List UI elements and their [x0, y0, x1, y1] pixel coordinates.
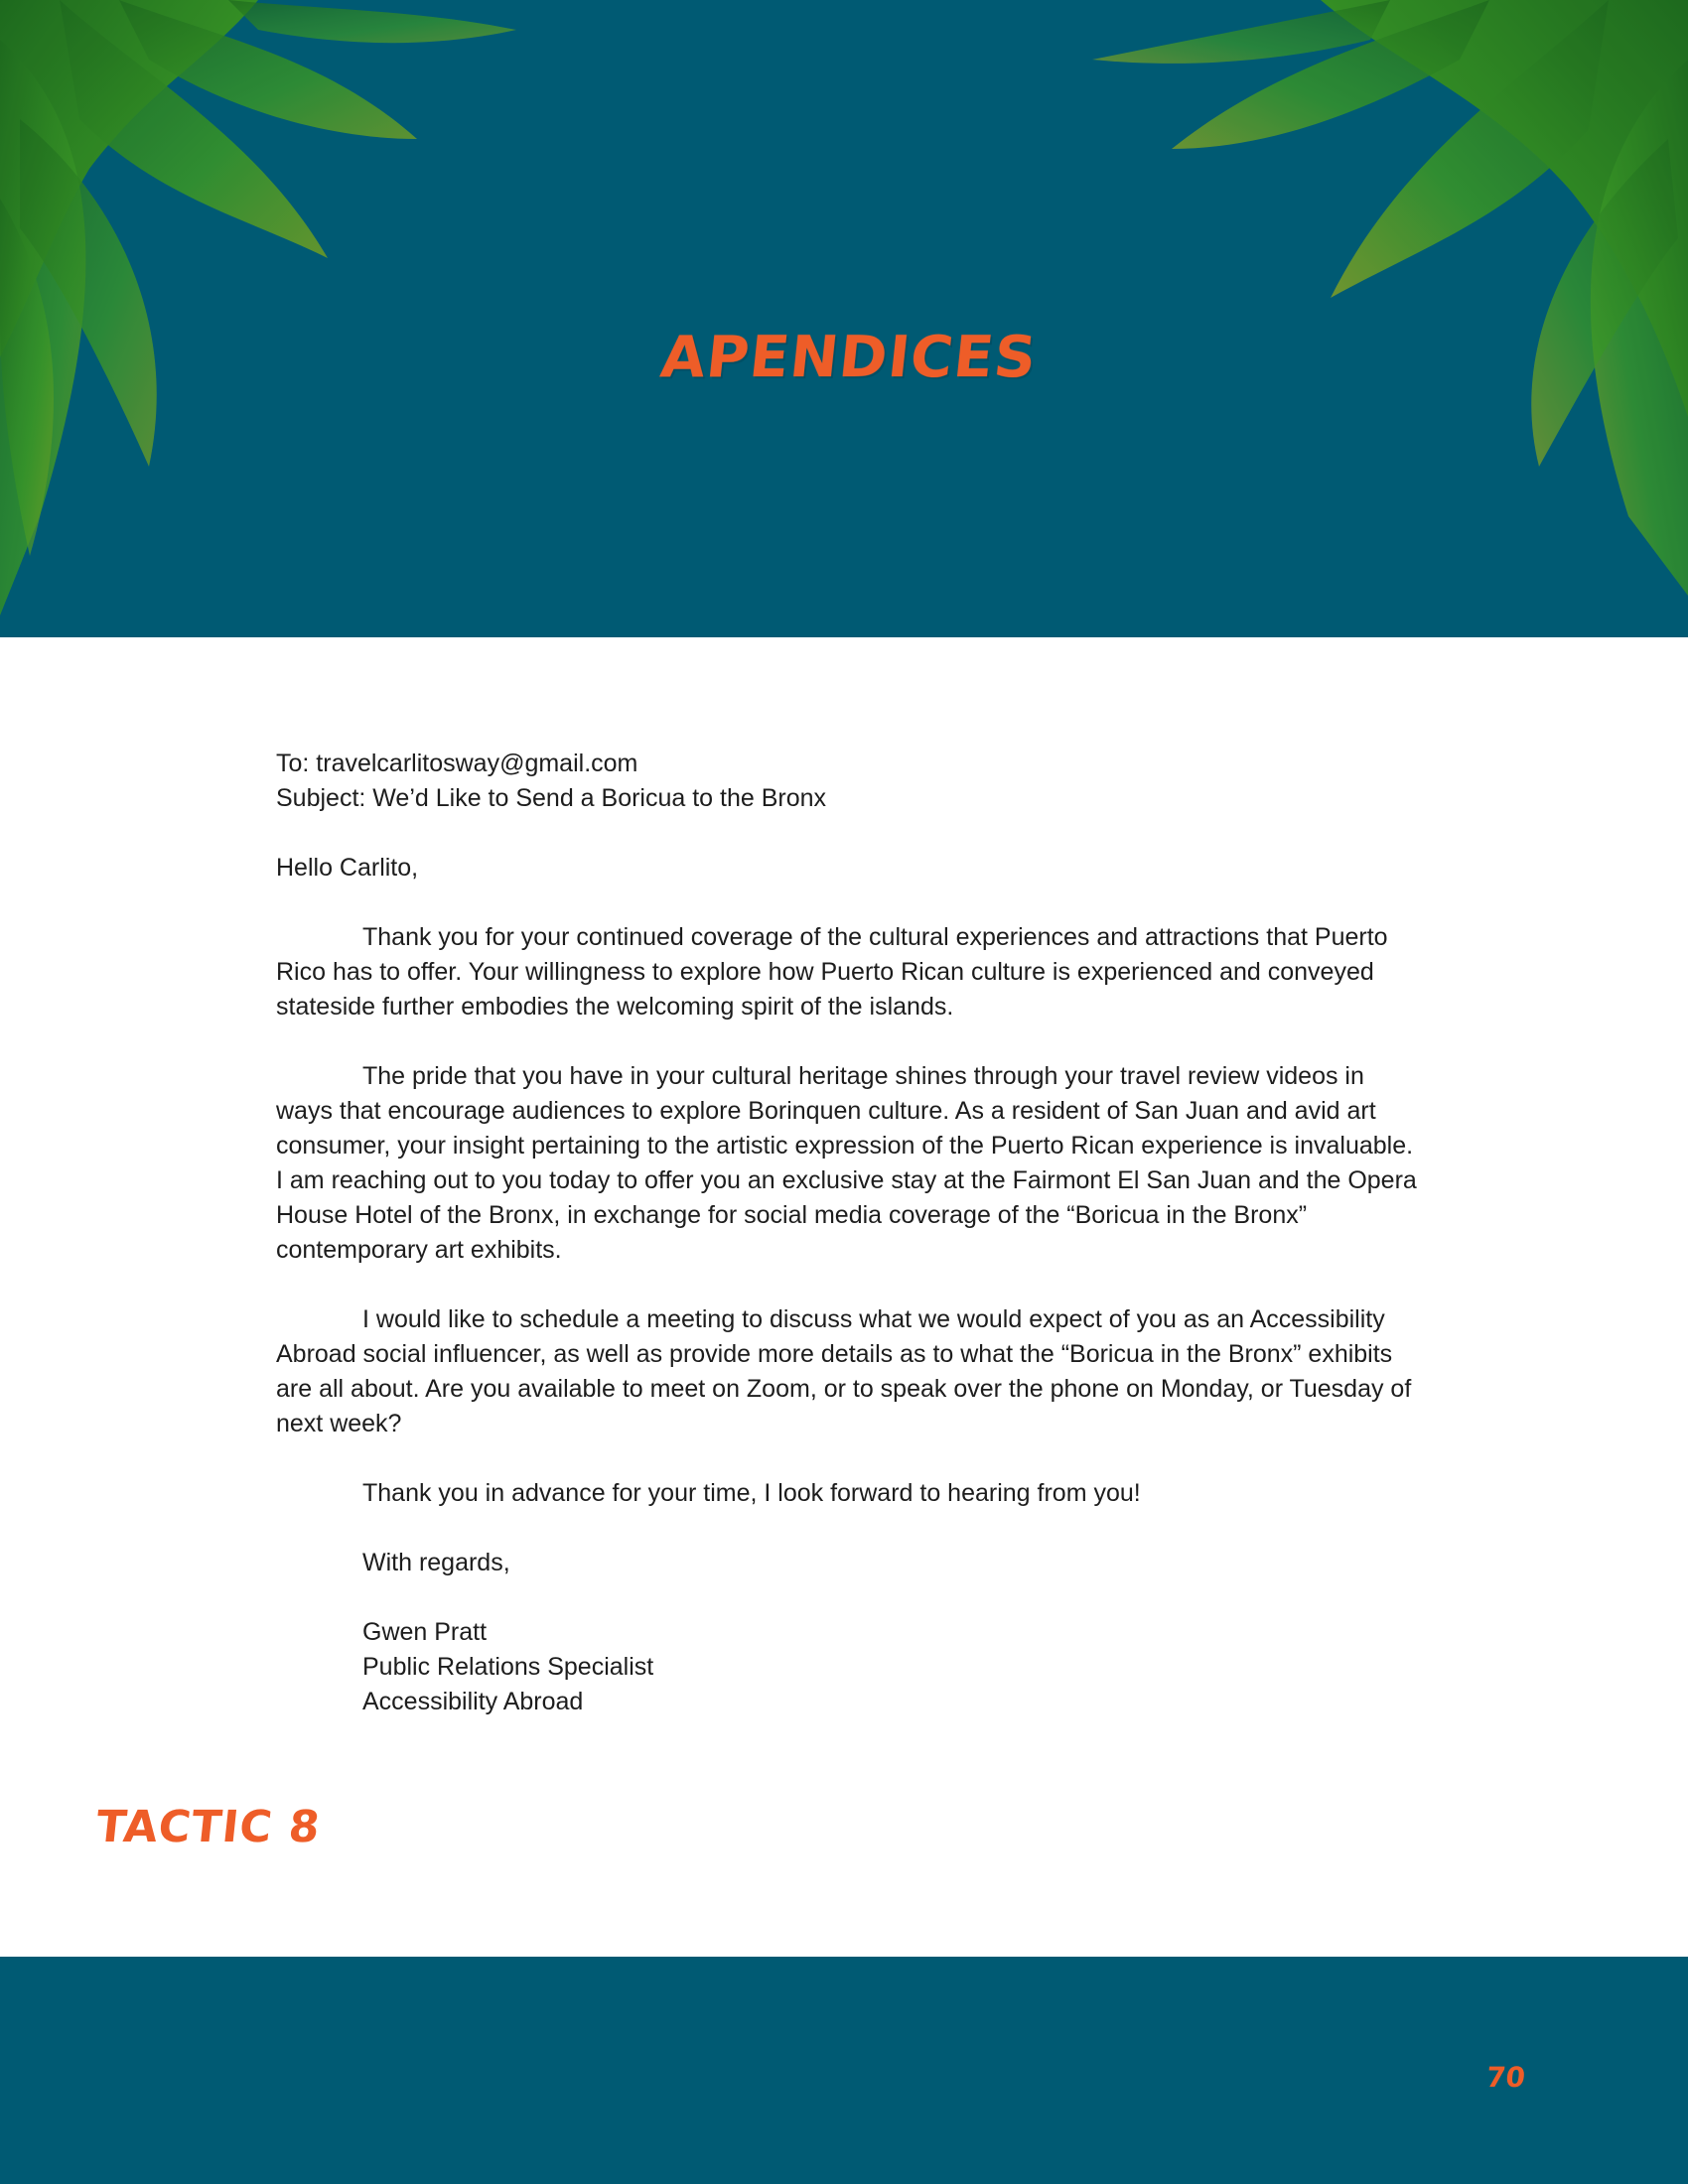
- signature-title: Public Relations Specialist: [362, 1653, 654, 1681]
- email-greeting: Hello Carlito,: [276, 854, 419, 882]
- email-paragraph-3: I would like to schedule a meeting to discuss what we would expect of you as an Accessibility Abroad social influencer, as well as provide more details as to what the “Boricua in the Bronx” exhibits are all about. Are you available to meet on Zoom, or to speak over the phone on Monday, or Tuesday of next week?: [276, 1305, 1412, 1437]
- footer-bar: [0, 1957, 1688, 2184]
- signature-name: Gwen Pratt: [362, 1618, 488, 1646]
- email-paragraph-1: Thank you for your continued coverage of the cultural experiences and attractions that Puerto Rico has to offer. Your willingness to explore how Puerto Rican culture is experienced and conveyed stateside further embodies the welcoming spirit of the islands.: [276, 923, 1388, 1021]
- page-number: 70: [1484, 2061, 1527, 2094]
- header-banner: [0, 0, 1688, 637]
- email-subject-line: Subject: We’d Like to Send a Boricua to the Bronx: [276, 784, 827, 812]
- email-to-line: To: travelcarlitosway@gmail.com: [276, 750, 638, 777]
- page-title: APENDICES: [657, 323, 1041, 390]
- email-valediction: With regards,: [362, 1549, 510, 1576]
- email-paragraph-2: The pride that you have in your cultural heritage shines through your travel review videos in ways that encourage audiences to explore Borinquen culture. As a resident of San Juan and avid art consumer, your insight pertaining to the artistic expression of the Puerto Rican experience is invaluable. I am reaching out to you today to offer you an exclusive stay at the Fairmont El San Juan and the Opera House Hotel of the Bronx, in exchange for social media coverage of the “Boricua in the Bronx” contemporary art exhibits.: [276, 1062, 1417, 1264]
- left-palm-frond: [0, 0, 516, 615]
- right-palm-frond: [1092, 0, 1688, 596]
- email-closing-line: Thank you in advance for your time, I look forward to hearing from you!: [362, 1479, 1141, 1507]
- palm-fronds-image: [0, 0, 1688, 637]
- signature-organization: Accessibility Abroad: [362, 1688, 584, 1715]
- section-label: TACTIC 8: [93, 1802, 324, 1852]
- email-letter: [276, 747, 1418, 1719]
